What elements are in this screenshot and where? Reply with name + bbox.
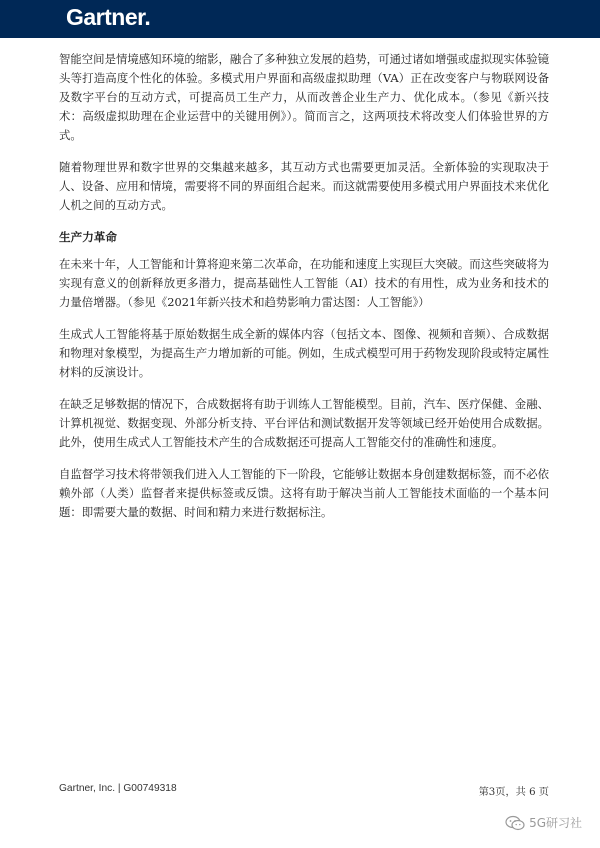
footer-page-number: 第3页，共 6 页 <box>478 787 549 798</box>
gartner-logo: Gartner. <box>66 4 151 30</box>
footer-doc-id: Gartner, Inc. | G00749318 <box>59 783 177 794</box>
paragraph-synthetic-data: 在缺乏足够数据的情况下，合成数据将有助于训练人工智能模型。目前，汽车、医疗保健、金融、计算机视觉、数据变现、外部分析支持、平台评估和测试数据开发等领域已经开始使用合成数据。此外，使用生成式人工智能技术产生的合成数据还可提高人工智能交付的准确性和速度。 <box>59 397 549 449</box>
header-bar <box>0 0 600 38</box>
watermark <box>505 814 582 831</box>
watermark-text: 5G研习社 <box>529 816 582 830</box>
paragraph-smart-space: 智能空间是情境感知环境的缩影，融合了多种独立发展的趋势，可通过诸如增强或虚拟现实体验镜头等打造高度个性化的体验。多模式用户界面和高级虚拟助理（VA）正在改变客户与物联网设备及数字平台的互动方式，可提高员工生产力，从而改善企业生产力、优化成本。（参见《新兴技术：高级虚拟助理在企业运营中的关键用例》）。简而言之，这两项技术将改变人们体验世界的方式。 <box>59 52 549 142</box>
section-heading: 生产力革命 <box>59 230 117 244</box>
paragraph-generative-ai: 生成式人工智能将基于原始数据生成全新的媒体内容（包括文本、图像、视频和音频）、合成数据和物理对象模型，为提高生产力增加新的可能。例如，生成式模型可用于药物发现阶段或特定属性材料的反演设计。 <box>59 327 549 379</box>
paragraph-ai-revolution: 在未来十年，人工智能和计算将迎来第二次革命，在功能和速度上实现巨大突破。而这些突破将为实现有意义的创新释放更多潜力，提高基础性人工智能（AI）技术的有用性，成为业务和技术的力量倍增器。（参见《2021年新兴技术和趋势影响力雷达图：人工智能》） <box>59 257 549 309</box>
wechat-icon <box>505 815 525 831</box>
paragraph-self-supervised: 自监督学习技术将带领我们进入人工智能的下一阶段，它能够让数据本身创建数据标签，而不必依赖外部（人类）监督者来提供标签或反馈。这将有助于解决当前人工智能技术面临的一个基本问题：即需要大量的数据、时间和精力来进行数据标注。 <box>59 467 549 519</box>
paragraph-multimodal-ui: 随着物理世界和数字世界的交集越来越多，其互动方式也需要更加灵活。全新体验的实现取决于人、设备、应用和情境，需要将不同的界面组合起来。而这就需要使用多模式用户界面技术来优化人机之间的互动方式。 <box>59 160 549 212</box>
document-body <box>59 50 549 535</box>
